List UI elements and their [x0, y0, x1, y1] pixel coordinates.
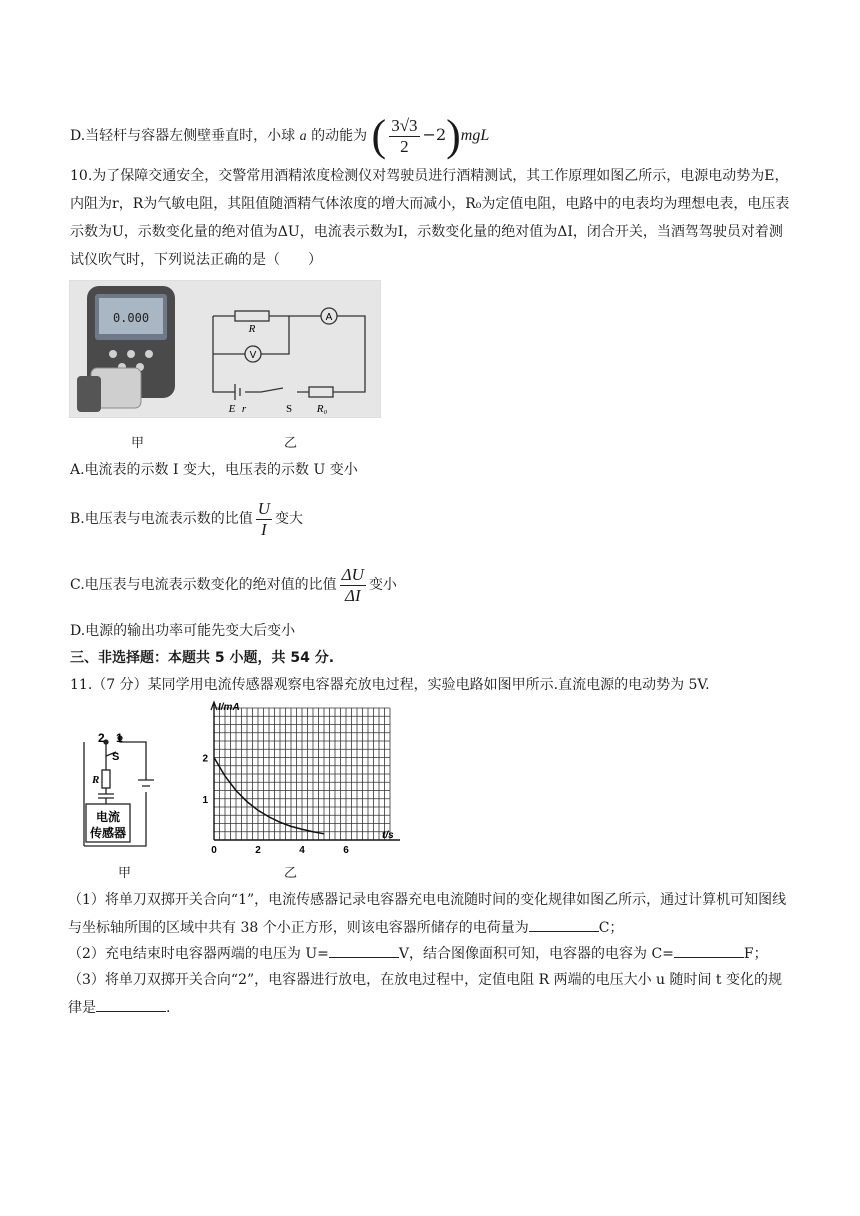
q11-switch-label-S: S [112, 751, 120, 763]
x-tick-label: 2 [255, 845, 261, 856]
q10-option-c-fraction [340, 565, 366, 606]
q10-option-c-num: ΔU [341, 564, 364, 584]
x-tick-label: 6 [343, 845, 349, 856]
q11-sensor-line-2: 传感器 [89, 826, 127, 840]
q9d-var-a: a [299, 129, 307, 144]
circuit-label-R0: R₀ [316, 403, 328, 415]
q10-option-b-num: U [257, 498, 271, 518]
q9d-mid: 的动能为 [306, 128, 368, 144]
q11-part-3-text: （3）将单刀双掷开关合向“2”，电容器进行放电，在放电过程中，定值电阻 R 两端的电压大小 u 随时间 t 变化的规律是 [68, 972, 783, 1016]
x-tick-label: 4 [299, 845, 305, 856]
q10-option-c-suffix: 变小 [368, 577, 397, 593]
q11-part-2-unit: F； [743, 946, 768, 962]
q11-answer-blank-1[interactable] [529, 917, 599, 932]
x-tick-label: 0 [211, 845, 217, 856]
q11-stem: 11.（7 分）某同学用电流传感器观察电容器充放电过程，实验电路如图甲所示.直流电源的电动势为 5V. [70, 677, 710, 693]
q11-part-3 [68, 966, 794, 1022]
q11-switch-pos-1: 1 [116, 731, 123, 745]
y-tick-label: 1 [202, 794, 208, 806]
q11-switch-pos-2: 2 [98, 731, 105, 745]
q10-label-jia: 甲 [131, 436, 145, 451]
q10-option-b-den: I [261, 519, 267, 539]
q11-label-jia: 甲 [118, 866, 132, 881]
q11-part-2-prefix: （2）充电结束时电容器两端的电压为 U= [68, 946, 329, 962]
y-axis-label: I/mA [218, 702, 240, 713]
q10-option-b [70, 497, 303, 541]
q11-answer-blank-4[interactable] [96, 997, 166, 1012]
q10-option-b-prefix: B.电压表与电流表示数的比值 [70, 511, 253, 527]
q10-option-c-prefix: C.电压表与电流表示数变化的绝对值的比值 [70, 577, 337, 593]
q10-option-d: D.电源的输出功率可能先变大后变小 [70, 623, 296, 639]
q11-part-2 [68, 943, 768, 964]
q10-option-a: A.电流表的示数 I 变大，电压表的示数 U 变小 [70, 462, 358, 478]
circuit-label-E: E [228, 403, 236, 415]
q10-figure [69, 280, 381, 418]
q11-answer-blank-2[interactable] [329, 943, 399, 958]
circuit-label-r: r [241, 403, 247, 415]
x-axis-label: t/s [382, 830, 394, 841]
q10-option-c [70, 563, 397, 607]
q10-option-b-suffix: 变大 [275, 511, 304, 527]
section-3-title: 三、非选择题：本题共 5 小题，共 54 分. [70, 650, 335, 666]
q10-stem: 10.为了保障交通安全，交警常用酒精浓度检测仪对驾驶员进行酒精测试，其工作原理如图乙所示，电源电动势为E，内阻为r，R为气敏电阻，其阻值随酒精气体浓度的增大而减小，R₀为定值电阻，电路中的电表均为理想电表，电压表示数为U，示数变化量的绝对值为ΔU，电流表示数为I，示数变化量的绝对值为ΔI，闭合开关，当酒驾驾驶员对着测试仪吹气时，下列说法正确的是（ ） [70, 168, 790, 268]
q11-part-2-mid: V，结合图像面积可知，电容器的电容为 C= [398, 946, 674, 962]
q9d-frac-num: 3√3 [391, 115, 418, 135]
q9d-minus: −2 [422, 125, 447, 144]
q10-option-c-den: ΔI [344, 585, 361, 605]
q11-circuit-figure [76, 730, 162, 850]
q11-part-1-text: （1）将单刀双掷开关合向“1”，电流传感器记录电容器充电电流随时间的变化规律如图乙所示，通过计算机可知图线与坐标轴所围的区域中共有 38 个小正方形，则该电容器所储存的电荷量为 [68, 892, 787, 936]
q11-current-time-chart [194, 700, 404, 860]
q10-option-b-fraction [256, 499, 272, 540]
q11-label-yi: 乙 [284, 866, 298, 881]
q9-option-d [70, 111, 490, 160]
left-paren: ( [371, 111, 387, 160]
q10-label-yi: 乙 [284, 436, 298, 451]
q11-part-3-end: . [166, 1000, 171, 1016]
q11-answer-blank-3[interactable] [674, 943, 744, 958]
circuit-label-S: S [285, 403, 293, 415]
device-display-text: 0.000 [112, 311, 150, 325]
q11-part-1 [68, 886, 794, 942]
q9d-frac-den: 2 [400, 136, 409, 156]
y-tick-label: 2 [202, 753, 208, 765]
circuit-label-R: R [248, 323, 256, 335]
breathalyzer-device-image [77, 286, 175, 412]
right-paren: ) [446, 111, 461, 160]
q11-sensor-line-1: 电流 [95, 810, 121, 824]
q9d-prefix: D.当轻杆与容器左侧壁垂直时，小球 [70, 128, 300, 144]
q11-part-1-unit: C； [598, 920, 624, 936]
q9d-tail: mgL [460, 127, 490, 144]
circuit-label-V: V [249, 350, 257, 361]
q11-resistor-label-R: R [92, 774, 100, 786]
circuit-label-A: A [325, 312, 333, 323]
q9d-fraction [389, 116, 419, 157]
